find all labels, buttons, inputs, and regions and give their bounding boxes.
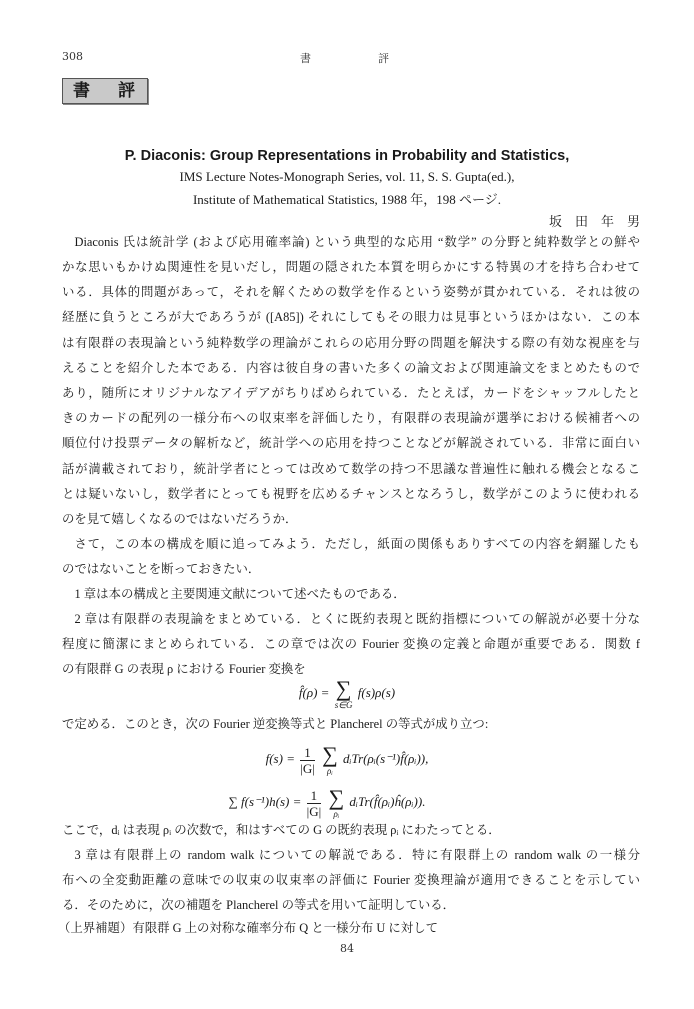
section-label: 評 [118, 81, 135, 101]
text-line: 1 章は本の構成と主要関連文献について述べたものである． [74, 587, 406, 601]
section-label-box [62, 78, 148, 104]
summation [335, 678, 353, 710]
eq-lhs: f̂(ρ) = [298, 684, 330, 700]
text-line: とは疑いないし，数学者にとっても視野を広めるチャンスとなろうし，数学がこのように使われる [62, 487, 640, 501]
equation-fourier-inverse [0, 744, 694, 776]
text-line: は有限群の表現論という純粋数学の理論がこれらの応用分野の問題を解決する際の有効な視座を与 [62, 336, 640, 350]
running-title: 書 [300, 52, 311, 65]
equation-plancherel [0, 787, 674, 819]
text-line: 3 章は有限群上の random walk についての解説である．特に有限群上の random walk の一様分 [74, 848, 640, 862]
text-line: えることを紹介した本である．内容は彼自身の書いた多くの論文および関連論文をまとめたもので [62, 361, 640, 375]
footer-page-number: 84 [340, 942, 354, 955]
fraction [300, 745, 315, 776]
sum-sign: ∑ [335, 676, 352, 701]
text-line: 順位付け投票データの解析など，統計学への応用を持つことなどが解説されている．非常に面白い [62, 436, 640, 450]
sum-index: ρᵢ [333, 809, 340, 819]
book-title: P. Diaconis: Group Representations in Probability and Statistics, [124, 148, 570, 164]
running-title: 評 [378, 52, 389, 65]
text-line: 話が満載されており，統計学者にとっては改めて数学の持つ不思議な普遍性に触れる機会となるこ [62, 462, 640, 476]
text-line: で定める．このとき，次の Fourier 逆変換等式と Plancherel の等式が成り立つ: [62, 717, 489, 731]
text-line: の有限群 G の表現 ρ における Fourier 変換を [62, 662, 306, 676]
section-label: 書 [73, 81, 90, 101]
fraction [307, 788, 322, 819]
denominator: |G| [300, 760, 315, 776]
denominator: |G| [306, 803, 322, 819]
text-line: 経歴に負うところが大であろうが ([A85]) それにしてもその眼力は見事というほかはない．この本 [62, 310, 640, 324]
eq-lhs: f(s) = [265, 750, 295, 766]
reviewer-name: 坂 田 年 男 [548, 215, 640, 230]
text-line: Diaconis 氏は統計学 (および応用確率論) という典型的な応用 “数学” の分野と純粋数学との鮮や [74, 235, 640, 249]
eq-rhs: dᵢTr(ρᵢ(s⁻¹)f̂(ρᵢ)), [343, 750, 429, 766]
sum-sign: ∑ [328, 785, 345, 810]
sum-sign: ∑ [322, 742, 338, 767]
page-number: 308 [62, 50, 83, 63]
text-line: （上界補題）有限群 G 上の対称な確率分布 Q と一様分布 U に対して [58, 921, 438, 935]
text-line: 2 章は有限群の表現論をまとめている．とくに既約表現と既約指標についての解説が必要十分な [74, 612, 640, 626]
eq-lhs: ∑ f(s⁻¹)h(s) = [228, 793, 302, 809]
summation [328, 787, 344, 819]
text-line: 布への全変動距離の意味での収束の収束率の評価に Fourier 変換理論が適用できることを示してい [62, 873, 640, 887]
equation-fourier-transform [0, 678, 694, 710]
book-publisher: Institute of Mathematical Statistics, 1988 年，198 ページ. [192, 192, 502, 207]
numerator: 1 [307, 788, 322, 804]
text-line: あり，随所にオリジナルなアイデアがちりばめられている．たとえば，カードをシャッフルしたと [62, 386, 640, 400]
text-line: かな思いもかけぬ関連性を見いだし，問題の隠された本質を明らかにする特異の才を持ち合わせて [62, 260, 640, 274]
numerator: 1 [300, 745, 315, 761]
text-line: さて，この本の構成を順に追ってみよう．ただし，紙面の関係もありすべての内容を網羅したも [74, 537, 640, 551]
sum-index: ρᵢ [327, 766, 333, 776]
text-line: る．そのために，次の補題を Plancherel の等式を用いて証明している． [62, 898, 456, 912]
text-line: きのカードの配列の一様分布への収束率を評価したり，有限群の表現論が選挙における候補者への [62, 411, 640, 425]
summation [322, 744, 338, 776]
eq-rhs: f(s)ρ(s) [357, 684, 396, 700]
sum-index: s∈G [334, 700, 353, 710]
text-line: いる．具体的問題があって，それを解くための数学を作るという姿勢が貫かれている．それは彼の [62, 285, 640, 299]
text-line: ここで，dᵢ は表現 ρᵢ の次数で，和はすべての G の既約表現 ρᵢ にわたってとる． [62, 823, 501, 837]
eq-rhs: dᵢTr(f̂(ρᵢ)ĥ(ρᵢ)). [349, 793, 426, 809]
book-series: IMS Lecture Notes-Monograph Series, vol. 11, S. S. Gupta(ed.), [179, 169, 515, 184]
text-line: 程度に簡潔にまとめられている．この章では次の Fourier 変換の定義と命題が重要である．関数 f [62, 637, 640, 651]
text-line: のではないことを断っておきたい． [62, 562, 261, 576]
text-line: のを見て嬉しくなるのではないだろうか． [62, 512, 298, 526]
